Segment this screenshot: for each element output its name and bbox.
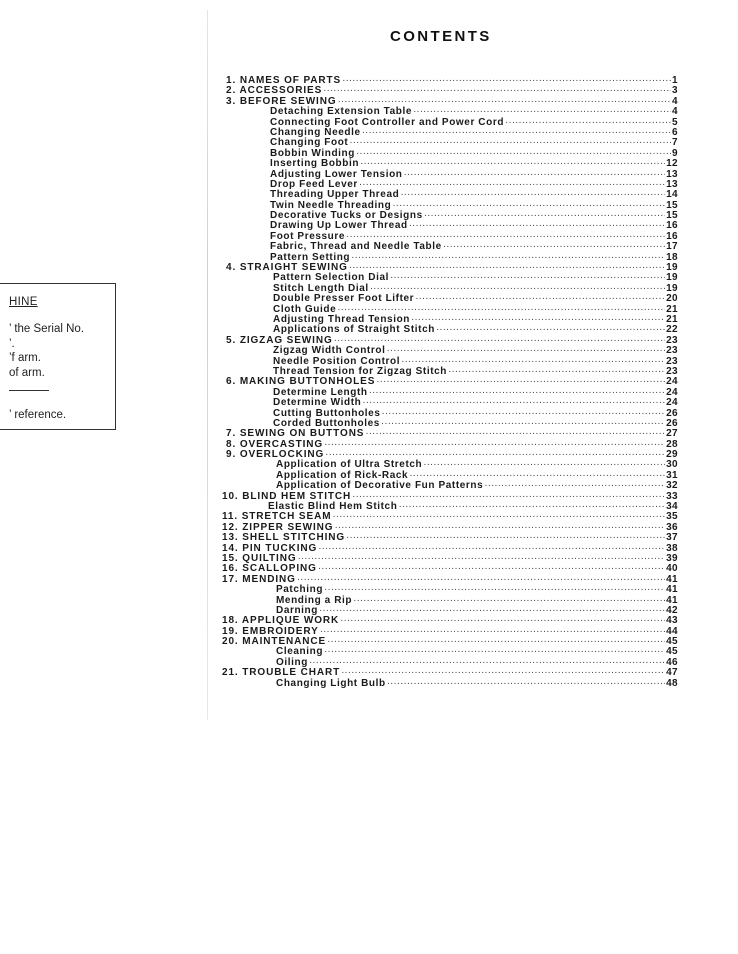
toc-page-number: 38 (666, 542, 678, 554)
toc-page-number: 12 (666, 158, 678, 170)
toc-label: Detaching Extension Table (270, 106, 413, 118)
toc-subsection (226, 398, 678, 408)
dot-leader (352, 492, 665, 502)
toc-page-number: 20 (666, 293, 678, 305)
card-line: ’ reference. (9, 409, 67, 421)
dot-leader (362, 398, 665, 408)
toc-page-number: 7 (672, 137, 678, 149)
toc-label: Cleaning (276, 646, 324, 658)
table-of-contents (222, 75, 678, 689)
dot-leader (424, 211, 665, 221)
toc-page-number: 14 (666, 189, 678, 201)
toc-label: Drop Feed Lever (270, 178, 358, 190)
dot-leader (390, 273, 665, 283)
toc-label: Elastic Blind Hem Stitch (268, 501, 398, 513)
card-heading: HINE (9, 296, 38, 308)
toc-page-number: 31 (666, 469, 678, 481)
toc-label: 3. BEFORE SEWING (226, 95, 337, 107)
toc-label: 1. NAMES OF PARTS (226, 75, 342, 86)
toc-label: 13. SHELL STITCHING (222, 532, 346, 544)
toc-page-number: 21 (666, 313, 678, 325)
card-line: ’ the Serial No. (9, 323, 84, 335)
toc-page-number: 41 (666, 573, 678, 585)
page-fold-line (207, 10, 208, 720)
toc-page-number: 41 (666, 584, 678, 596)
toc-page-number: 45 (666, 646, 678, 658)
toc-label: 20. MAINTENANCE (222, 636, 327, 648)
toc-label: 9. OVERLOCKING (226, 449, 325, 461)
dot-leader (505, 118, 671, 128)
dot-leader (398, 502, 665, 512)
toc-label: Application of Rick-Rack (276, 469, 409, 481)
dot-leader (297, 575, 665, 585)
toc-label: Determine Length (273, 386, 368, 398)
toc-label: Pattern Setting (270, 251, 351, 263)
dot-leader (349, 263, 665, 273)
dot-leader (318, 564, 665, 574)
dot-leader (351, 253, 665, 263)
dot-leader (415, 294, 665, 304)
toc-label: 19. EMBROIDERY (222, 625, 319, 637)
toc-label: 8. OVERCASTING (226, 438, 324, 450)
dot-leader (332, 512, 665, 522)
dot-leader (324, 585, 665, 595)
toc-page-number: 9 (672, 147, 678, 159)
toc-label: Darning (276, 604, 318, 616)
toc-label: Mending a Rip (276, 594, 353, 606)
toc-label: 11. STRETCH SEAM (222, 511, 332, 523)
toc-label: Determine Width (273, 397, 362, 409)
dot-leader (409, 221, 665, 231)
toc-page-number: 23 (666, 345, 678, 357)
dot-leader (320, 627, 665, 637)
toc-page-number: 23 (666, 334, 678, 346)
dot-leader (381, 419, 665, 429)
toc-label: Changing Needle (270, 126, 361, 138)
toc-page-number: 13 (666, 178, 678, 190)
toc-label: Application of Decorative Fun Patterns (276, 480, 484, 492)
toc-label: Pattern Selection Dial (273, 272, 390, 284)
toc-label: 12. ZIPPER SEWING (222, 521, 334, 533)
toc-page-number: 42 (666, 604, 678, 616)
toc-page-number: 17 (666, 241, 678, 253)
card-line: ’. (9, 338, 15, 350)
toc-label: Threading Upper Thread (270, 189, 400, 201)
toc-label: 15. QUILTING (222, 552, 297, 564)
toc-label: Drawing Up Lower Thread (270, 220, 408, 232)
dot-leader (443, 242, 665, 252)
card-rule (9, 390, 49, 391)
toc-page-number: 36 (666, 521, 678, 533)
toc-page-number: 19 (666, 282, 678, 294)
toc-page-number: 37 (666, 532, 678, 544)
toc-page-number: 18 (666, 251, 678, 263)
toc-label: Patching (276, 584, 324, 596)
toc-page-number: 16 (666, 220, 678, 232)
toc-label: 14. PIN TUCKING (222, 542, 318, 554)
toc-label: 4. STRAIGHT SEWING (226, 262, 348, 274)
dot-leader (346, 533, 665, 543)
toc-label: 17. MENDING (222, 573, 296, 585)
toc-page-number: 30 (666, 459, 678, 471)
dot-leader (365, 429, 665, 439)
dot-leader (411, 315, 665, 325)
toc-label: Corded Buttonholes (273, 417, 380, 429)
dot-leader (362, 128, 671, 138)
dot-leader (387, 679, 665, 689)
toc-subsection (226, 585, 678, 595)
card-line: ’f arm. (9, 352, 41, 364)
page-title: CONTENTS (390, 28, 492, 45)
toc-page-number: 4 (672, 95, 678, 107)
dot-leader (448, 367, 665, 377)
dot-leader (392, 201, 665, 211)
toc-page-number: 16 (666, 230, 678, 242)
toc-page-number: 45 (666, 636, 678, 648)
toc-page-number: 39 (666, 552, 678, 564)
dot-leader (341, 668, 665, 678)
toc-label: Changing Light Bulb (276, 677, 386, 689)
toc-page-number: 3 (672, 85, 678, 97)
toc-label: Applications of Straight Stitch (273, 324, 435, 336)
toc-page-number: 29 (666, 449, 678, 461)
dot-leader (324, 440, 665, 450)
dot-leader (353, 596, 665, 606)
toc-page-number: 24 (666, 386, 678, 398)
toc-label: Application of Ultra Stretch (276, 459, 423, 471)
dot-leader (404, 170, 666, 180)
dot-leader (400, 190, 665, 200)
toc-page-number: 41 (666, 594, 678, 606)
toc-page-number: 43 (666, 615, 678, 627)
toc-subsection (226, 107, 678, 117)
toc-label: Thread Tension for Zigzag Stitch (273, 365, 448, 377)
dot-leader (309, 658, 665, 668)
toc-label: Twin Needle Threading (270, 199, 392, 211)
toc-subsection (226, 346, 678, 356)
toc-page-number: 47 (666, 667, 678, 679)
toc-label: Cloth Guide (273, 303, 337, 315)
toc-label: Adjusting Thread Tension (273, 313, 410, 325)
dot-leader (323, 86, 671, 96)
toc-subsection (226, 159, 678, 169)
toc-label: Adjusting Lower Tension (270, 168, 403, 180)
toc-page-number: 23 (666, 355, 678, 367)
toc-page-number: 26 (666, 407, 678, 419)
toc-label: Oiling (276, 656, 308, 668)
toc-page-number: 44 (666, 625, 678, 637)
toc-page-number: 27 (666, 428, 678, 440)
toc-label: 18. APPLIQUE WORK (222, 615, 340, 627)
toc-label: Needle Position Control (273, 355, 401, 367)
toc-page-number: 5 (672, 116, 678, 128)
dot-leader (370, 284, 665, 294)
toc-page-number: 46 (666, 656, 678, 668)
toc-page-number: 28 (666, 438, 678, 450)
dot-leader (318, 544, 665, 554)
dot-leader (340, 616, 665, 626)
toc-label: Changing Foot (270, 137, 349, 149)
toc-page-number: 13 (666, 168, 678, 180)
toc-page-number: 21 (666, 303, 678, 315)
dot-leader (334, 523, 665, 533)
toc-page-number: 22 (666, 324, 678, 336)
dot-leader (369, 388, 665, 398)
toc-subsection (226, 679, 678, 689)
dot-leader (349, 138, 671, 148)
toc-label: Zigzag Width Control (273, 345, 386, 357)
toc-page-number: 15 (666, 199, 678, 211)
dot-leader (484, 481, 665, 491)
dot-leader (360, 159, 665, 169)
toc-label: 21. TROUBLE CHART (222, 667, 341, 679)
toc-label: 16. SCALLOPING (222, 563, 317, 575)
side-info-card (0, 283, 116, 430)
toc-label: 7. SEWING ON BUTTONS (226, 428, 365, 440)
toc-label: Cutting Buttonholes (273, 407, 381, 419)
toc-page-number: 32 (666, 480, 678, 492)
toc-label: Inserting Bobbin (270, 158, 360, 170)
toc-label: 5. ZIGZAG SEWING (226, 334, 333, 346)
toc-page-number: 48 (666, 677, 678, 689)
dot-leader (324, 647, 665, 657)
toc-page-number: 24 (666, 397, 678, 409)
toc-page-number: 24 (666, 376, 678, 388)
toc-label: 6. MAKING BUTTONHOLES (226, 376, 376, 388)
toc-label: Connecting Foot Controller and Power Cord (270, 116, 505, 128)
toc-label: Stitch Length Dial (273, 282, 369, 294)
dot-leader (436, 325, 665, 335)
toc-label: Fabric, Thread and Needle Table (270, 241, 442, 253)
card-line: of arm. (9, 367, 45, 379)
toc-label: Decorative Tucks or Designs (270, 210, 423, 222)
toc-page-number: 35 (666, 511, 678, 523)
toc-label: Bobbin Winding (270, 147, 355, 159)
toc-page-number: 4 (672, 106, 678, 118)
dot-leader (342, 76, 671, 86)
toc-label: Double Presser Foot Lifter (273, 293, 415, 305)
dot-leader (423, 460, 665, 470)
toc-page-number: 33 (666, 490, 678, 502)
toc-label: 10. BLIND HEM STITCH (222, 490, 352, 502)
toc-page-number: 15 (666, 210, 678, 222)
dot-leader (356, 149, 671, 159)
dot-leader (319, 606, 665, 616)
dot-leader (298, 554, 666, 564)
toc-page-number: 23 (666, 365, 678, 377)
toc-page-number: 1 (672, 75, 678, 86)
toc-page-number: 6 (672, 126, 678, 138)
dot-leader (359, 180, 665, 190)
toc-page-number: 19 (666, 272, 678, 284)
toc-page-number: 40 (666, 563, 678, 575)
dot-leader (376, 377, 665, 387)
toc-label: 2. ACCESSORIES (226, 85, 323, 97)
dot-leader (382, 409, 666, 419)
toc-label: Foot Pressure (270, 230, 346, 242)
toc-page-number: 26 (666, 417, 678, 429)
toc-page-number: 19 (666, 262, 678, 274)
dot-leader (327, 637, 665, 647)
dot-leader (386, 346, 665, 356)
toc-page-number: 34 (666, 501, 678, 513)
